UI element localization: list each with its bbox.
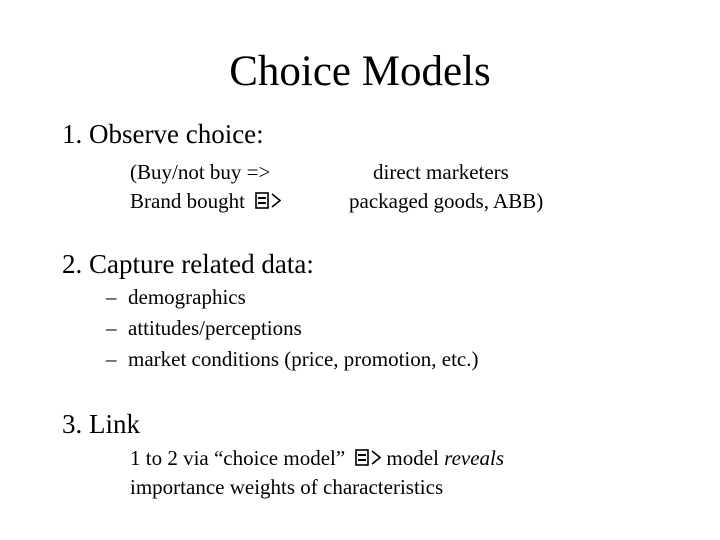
bullet-text: market conditions (price, promotion, etc.)	[128, 347, 479, 371]
point-3-line-1-after: model	[386, 446, 439, 470]
point-3-heading: 3. Link	[62, 409, 140, 439]
bullet-text: attitudes/perceptions	[128, 316, 302, 340]
bullet-dash: –	[106, 285, 117, 309]
point-1-heading: 1. Observe choice:	[62, 119, 264, 149]
point-1-line-1-right: direct marketers	[373, 160, 509, 184]
point-1-line-2-left	[130, 186, 281, 216]
point-3-line-2: importance weights of characteristics	[130, 475, 444, 499]
point-1-line-2-right: packaged goods, ABB)	[349, 189, 544, 213]
point-3-line-1	[130, 443, 504, 473]
point-2-heading: 2. Capture related data:	[62, 249, 314, 279]
point-3-line-1-text: 1 to 2 via “choice model”	[130, 446, 346, 470]
bullet-item	[106, 282, 246, 312]
point-1-line-1-left: (Buy/not buy =>	[130, 160, 271, 184]
bullet-item	[106, 313, 302, 343]
bullet-text: demographics	[128, 285, 246, 309]
point-3-emphasis: reveals	[444, 446, 505, 470]
implies-arrow-icon	[355, 449, 381, 467]
bullet-item	[106, 344, 478, 374]
bullet-dash: –	[106, 347, 117, 371]
implies-arrow-icon	[255, 192, 281, 210]
bullet-dash: –	[106, 316, 117, 340]
point-1-line-2-text: Brand bought	[130, 189, 245, 213]
slide-title: Choice Models	[229, 48, 491, 95]
